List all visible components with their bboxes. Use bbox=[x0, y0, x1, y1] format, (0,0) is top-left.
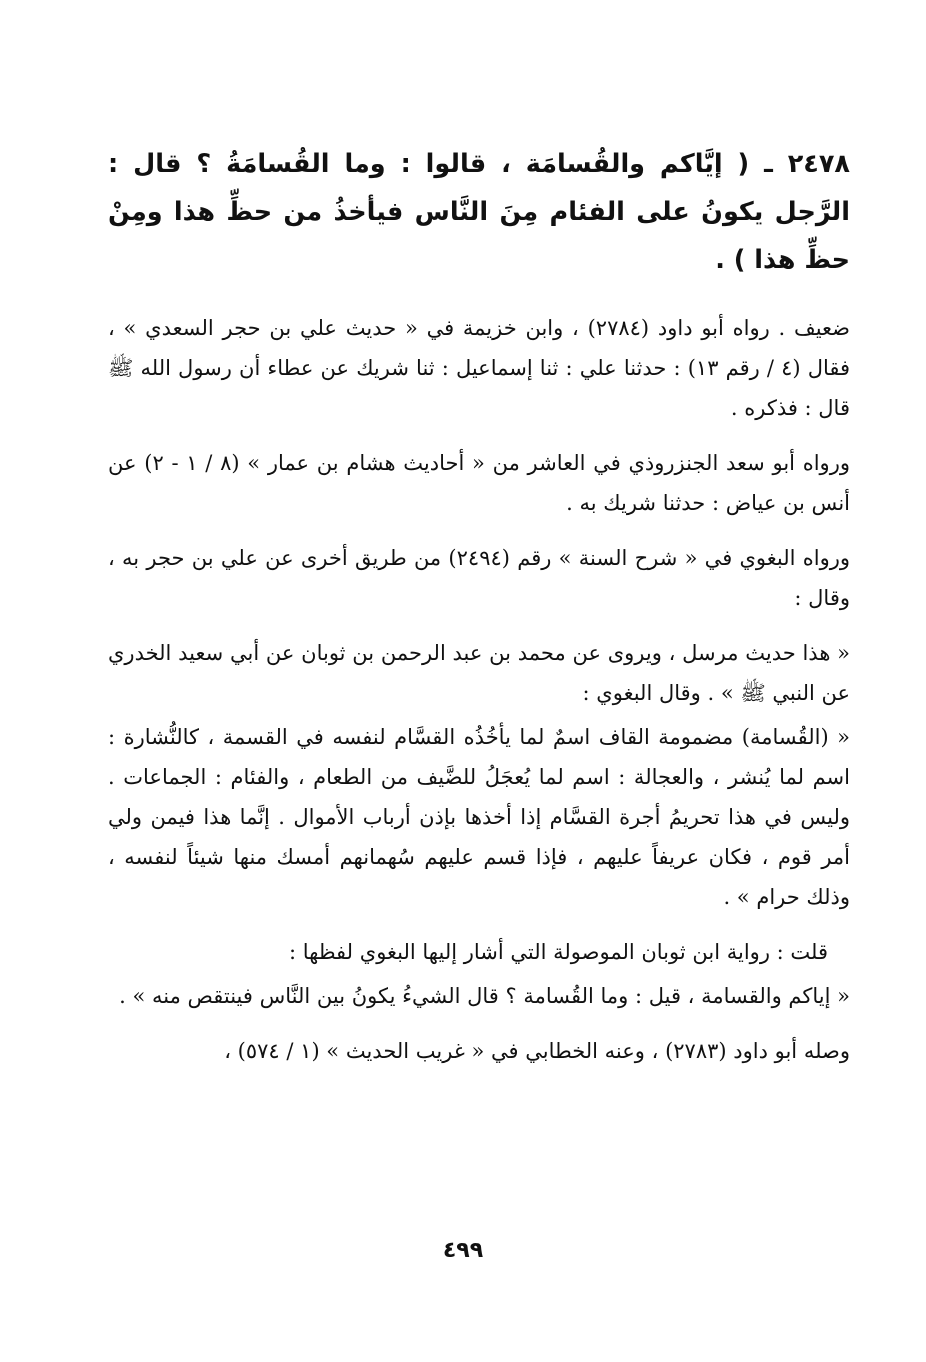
page-body bbox=[108, 140, 850, 1086]
baghawi-quote-paragraph: « هذا حديث مرسل ، ويروى عن محمد بن عبد الرحمن بن ثوبان عن أبي سعيد الخدري عن النبي ﷺ » . وقال البغوي : bbox=[108, 641, 850, 705]
jinzarudhi-paragraph: ورواه أبو سعد الجنزروذي في العاشر من « أحاديث هشام بن عمار » (٨ / ١ - ٢) عن أنس بن عياض : حدثنا شريك به . bbox=[108, 451, 850, 515]
qusama-definition-paragraph: « (القُسامة) مضمومة القاف اسمٌ لما يأخُذُه القسَّام لنفسه في القسمة ، كالنُّشارة : اسم لما يُنشر ، والعجالة : اسم لما يُعجَلُ للضَّيف من الطعام ، والفئام : الجماعات . وليس في هذا تحريمُ أجرة القسَّام إذا أخذها بإذن أرباب الأموال . إنَّما هذا فيمن ولي أمر قوم ، فكان عريفاً عليهم ، فإذا قسم عليهم سُهمانهم أمسك منها شيئاً لنفسه ، وذلك حرام » . bbox=[108, 725, 850, 909]
author-note-paragraph: قلت : رواية ابن ثوبان الموصولة التي أشار إليها البغوي لفظها : bbox=[289, 940, 828, 964]
baghawi-paragraph: ورواه البغوي في « شرح السنة » رقم (٢٤٩٤) من طريق أخرى عن علي بن حجر به ، وقال : bbox=[108, 546, 851, 610]
page-number: ٤٩٩ bbox=[442, 1238, 484, 1263]
hadith-heading: ٢٤٧٨ ـ ( إيَّاكم والقُسامَة ، قالوا : وما القُسامَةُ ؟ قال : الرَّجل يكونُ على الفئام مِنَ النَّاس فيأخذُ من حظِّ هذا ومِنْ حظِّ هذا ) . bbox=[108, 149, 850, 275]
abu-dawud-paragraph: وصله أبو داود (٢٧٨٣) ، وعنه الخطابي في « غريب الحديث » (١ / ٥٧٤) ، bbox=[224, 1039, 850, 1063]
ibn-thawban-text-paragraph: « إياكم والقسامة ، قيل : وما القُسامة ؟ قال الشيءُ يكونُ بين النَّاس فينتقص منه » . bbox=[119, 984, 850, 1008]
grading-paragraph: ضعيف . رواه أبو داود (٢٧٨٤) ، وابن خزيمة في « حديث علي بن حجر السعدي » ، فقال (٤ / رقم ١٣) : حدثنا علي : ثنا إسماعيل : ثنا شريك عن عطاء أن رسول الله ﷺ قال : فذكره . bbox=[108, 316, 851, 420]
